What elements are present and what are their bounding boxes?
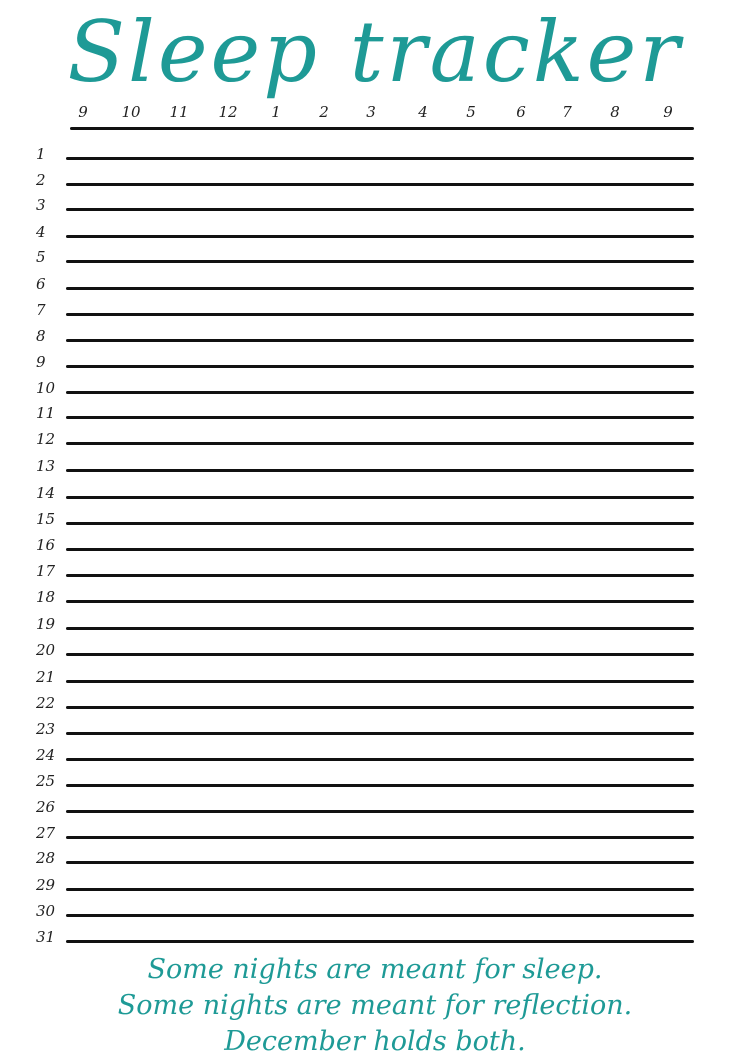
day-row — [0, 145, 750, 177]
day-rule — [66, 836, 694, 839]
day-row — [0, 562, 750, 594]
day-label: 31 — [36, 928, 56, 946]
day-label: 10 — [36, 379, 56, 397]
day-label: 28 — [36, 849, 56, 867]
day-row — [0, 798, 750, 830]
day-label: 20 — [36, 641, 56, 659]
day-rule — [66, 522, 694, 525]
day-rule — [66, 313, 694, 316]
day-label: 1 — [36, 145, 46, 163]
day-label: 19 — [36, 615, 56, 633]
day-rule — [66, 391, 694, 394]
day-label: 18 — [36, 588, 56, 606]
day-row — [0, 223, 750, 255]
day-row — [0, 588, 750, 620]
day-rule — [66, 784, 694, 787]
quote-line-3: December holds both. — [224, 1026, 526, 1057]
day-label: 5 — [36, 248, 46, 266]
day-rule — [66, 442, 694, 445]
day-row — [0, 694, 750, 726]
day-row — [0, 615, 750, 647]
day-rule — [66, 260, 694, 263]
day-rule — [66, 888, 694, 891]
day-rule — [66, 627, 694, 630]
hour-label: 1 — [271, 103, 281, 121]
day-rule — [66, 365, 694, 368]
day-row — [0, 404, 750, 436]
day-row — [0, 720, 750, 752]
hour-header-rule — [70, 127, 694, 130]
day-rule — [66, 914, 694, 917]
day-label: 4 — [36, 223, 46, 241]
day-row — [0, 902, 750, 934]
day-row — [0, 510, 750, 542]
day-label: 23 — [36, 720, 56, 738]
day-label: 8 — [36, 327, 46, 345]
day-label: 12 — [36, 430, 56, 448]
day-rule — [66, 157, 694, 160]
day-label: 30 — [36, 902, 56, 920]
day-rule — [66, 653, 694, 656]
day-row — [0, 301, 750, 333]
day-label: 15 — [36, 510, 56, 528]
day-row — [0, 876, 750, 908]
day-rule — [66, 758, 694, 761]
day-row — [0, 484, 750, 516]
day-row — [0, 824, 750, 856]
day-rule — [66, 548, 694, 551]
day-row — [0, 379, 750, 411]
quote-line-1: Some nights are meant for sleep. — [147, 954, 603, 985]
day-label: 22 — [36, 694, 56, 712]
hour-label: 12 — [218, 103, 238, 121]
day-row — [0, 275, 750, 307]
day-rule — [66, 183, 694, 186]
day-label: 25 — [36, 772, 56, 790]
hour-label: 8 — [610, 103, 620, 121]
day-rule — [66, 416, 694, 419]
day-rule — [66, 496, 694, 499]
hour-label: 9 — [78, 103, 88, 121]
day-rule — [66, 339, 694, 342]
day-label: 27 — [36, 824, 56, 842]
day-label: 16 — [36, 536, 56, 554]
page-title: Sleep tracker — [67, 3, 683, 101]
hour-label: 9 — [663, 103, 673, 121]
day-label: 3 — [36, 196, 46, 214]
day-rule — [66, 574, 694, 577]
day-rule — [66, 600, 694, 603]
day-row — [0, 641, 750, 673]
day-label: 26 — [36, 798, 56, 816]
day-row — [0, 457, 750, 489]
day-label: 9 — [36, 353, 46, 371]
day-rule — [66, 706, 694, 709]
day-rule — [66, 940, 694, 943]
hour-label: 2 — [319, 103, 329, 121]
day-label: 29 — [36, 876, 56, 894]
day-row — [0, 248, 750, 280]
day-label: 6 — [36, 275, 46, 293]
day-label: 24 — [36, 746, 56, 764]
hour-label: 10 — [121, 103, 141, 121]
day-row — [0, 353, 750, 385]
day-rule — [66, 208, 694, 211]
hour-label: 3 — [366, 103, 376, 121]
day-label: 11 — [36, 404, 56, 422]
day-row — [0, 536, 750, 568]
day-rule — [66, 287, 694, 290]
day-rule — [66, 680, 694, 683]
day-label: 21 — [36, 668, 56, 686]
day-row — [0, 327, 750, 359]
day-label: 2 — [36, 171, 46, 189]
hour-label: 11 — [169, 103, 189, 121]
day-row — [0, 746, 750, 778]
quote — [40, 952, 710, 1060]
day-rule — [66, 861, 694, 864]
day-row — [0, 171, 750, 203]
day-row — [0, 668, 750, 700]
hour-label: 6 — [516, 103, 526, 121]
day-label: 7 — [36, 301, 46, 319]
quote-line-2: Some nights are meant for reflection. — [117, 990, 633, 1021]
day-rule — [66, 469, 694, 472]
day-row — [0, 772, 750, 804]
hour-label: 7 — [562, 103, 572, 121]
day-rule — [66, 732, 694, 735]
day-label: 14 — [36, 484, 56, 502]
day-row — [0, 196, 750, 228]
hour-label: 4 — [418, 103, 428, 121]
day-label: 17 — [36, 562, 56, 580]
day-rule — [66, 810, 694, 813]
day-row — [0, 849, 750, 881]
day-rule — [66, 235, 694, 238]
hour-label: 5 — [466, 103, 476, 121]
day-label: 13 — [36, 457, 56, 475]
day-row — [0, 430, 750, 462]
